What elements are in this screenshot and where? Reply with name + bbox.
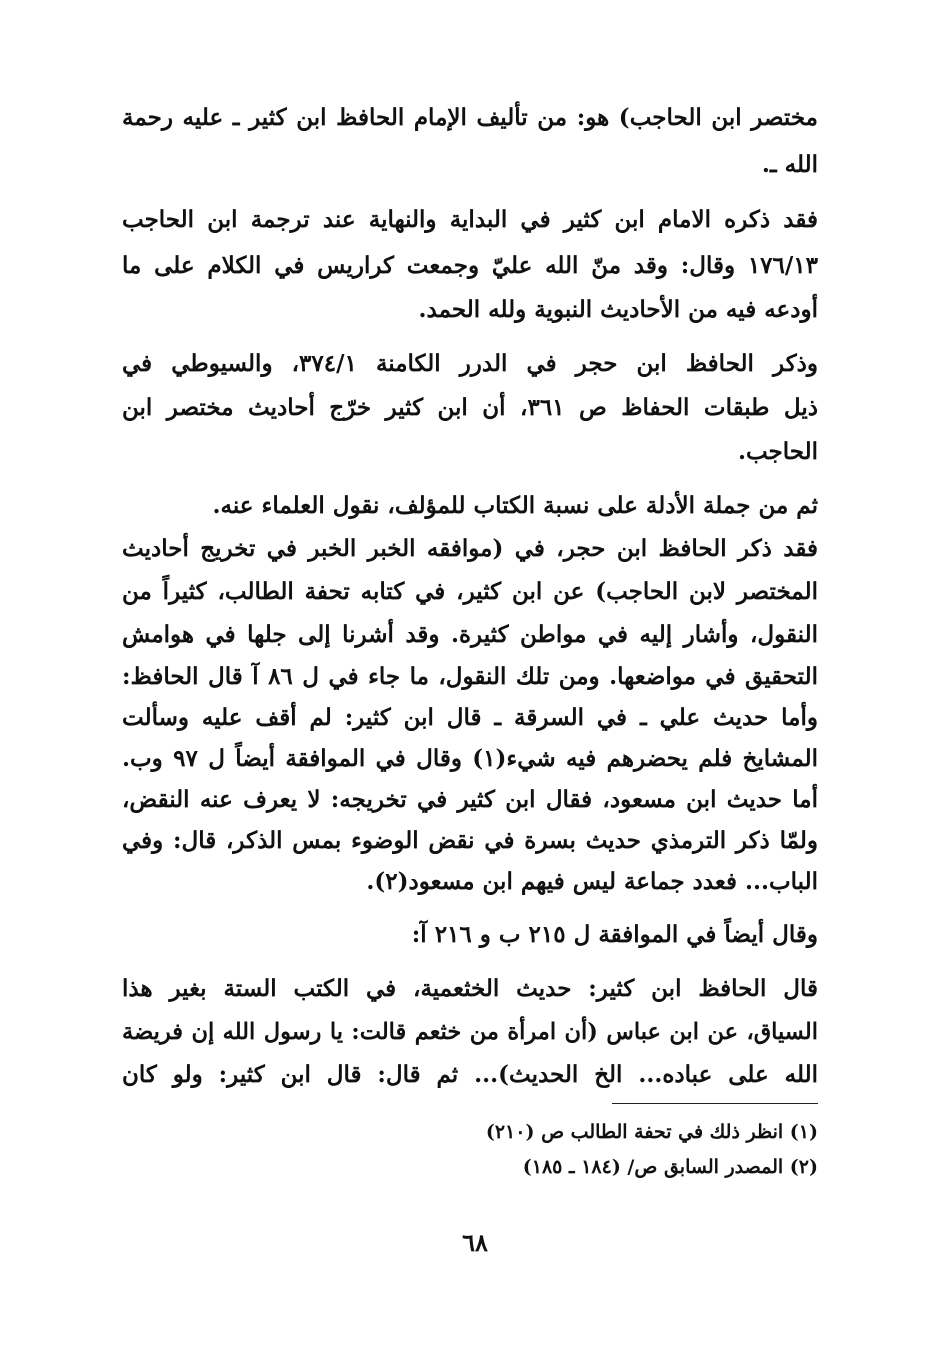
text-line: وقال أيضاً في الموافقة ل ٢١٥ ب و ٢١٦ آ:	[411, 921, 818, 948]
text-line: فقد ذكر الحافظ ابن حجر، في (موافقه الخبر الخبر في تخريج أحاديث	[122, 535, 818, 562]
text-line: ثم من جملة الأدلة على نسبة الكتاب للمؤلف، نقول العلماء عنه.	[212, 492, 818, 519]
text-line: أودعه فيه من الأحاديث النبوية ولله الحمد.	[418, 296, 818, 323]
text-line: مختصر ابن الحاجب) هو: من تأليف الإمام الحافظ ابن كثير ـ عليه رحمة	[122, 104, 818, 131]
text-line: الباب... فعدد جماعة ليس فيهم ابن مسعود(٢).	[366, 868, 818, 895]
footnote: (١) انظر ذلك في تحفة الطالب ص (٢١٠)	[485, 1121, 818, 1143]
text-line: الله ـ.	[761, 151, 818, 178]
text-line: ١٧٦/١٣ وقال: وقد منّ الله عليّ وجمعت كراريس في الكلام على ما	[122, 252, 818, 279]
text-line: النقول، وأشار إليه في مواطن كثيرة. وقد أشرنا إلى جلها في هوامش	[122, 621, 818, 648]
text-line: وذكر الحافظ ابن حجر في الدرر الكامنة ٣٧٤/١، والسيوطي في	[122, 350, 818, 377]
text-line: السياق، عن ابن عباس (أن امرأة من خثعم قالت: يا رسول الله إن فريضة	[122, 1019, 818, 1045]
text-line: أما حديث ابن مسعود، فقال ابن كثير في تخريجه: لا يعرف عنه النقض،	[122, 786, 818, 813]
text-line: الحاجب.	[737, 438, 818, 465]
footnote: (٢) المصدر السابق ص/ (١٨٤ ـ ١٨٥)	[522, 1156, 818, 1178]
text-line: فقد ذكره الامام ابن كثير في البداية والنهاية عند ترجمة ابن الحاجب	[122, 206, 818, 233]
text-line: المشايخ فلم يحضرهم فيه شيء(١) وقال في الموافقة أيضاً ل ٩٧ وب.	[122, 745, 818, 772]
text-line: ولمّا ذكر الترمذي حديث بسرة في نقض الوضوء بمس الذكر، قال: وفي	[122, 827, 818, 854]
text-line: الله على عباده... الخ الحديث)... ثم قال: قال ابن كثير: ولو كان	[122, 1061, 818, 1088]
text-line: المختصر لابن الحاجب) عن ابن كثير، في كتابه تحفة الطالب، كثيراً من	[122, 578, 818, 605]
text-line: وأما حديث علي ـ في السرقة ـ قال ابن كثير: لم أقف عليه وسألت	[122, 704, 818, 731]
text-line: قال الحافظ ابن كثير: حديث الخثعمية، في الكتب الستة بغير هذا	[122, 975, 818, 1002]
text-line: ذيل طبقات الحفاظ ص ٣٦١، أن ابن كثير خرّج أحاديث مختصر ابن	[122, 394, 818, 421]
page-number: ٦٨	[462, 1228, 488, 1257]
footnote-separator	[612, 1103, 818, 1104]
text-line: التحقيق في مواضعها. ومن تلك النقول، ما جاء في ل ٨٦ آ قال الحافظ:	[122, 663, 818, 690]
